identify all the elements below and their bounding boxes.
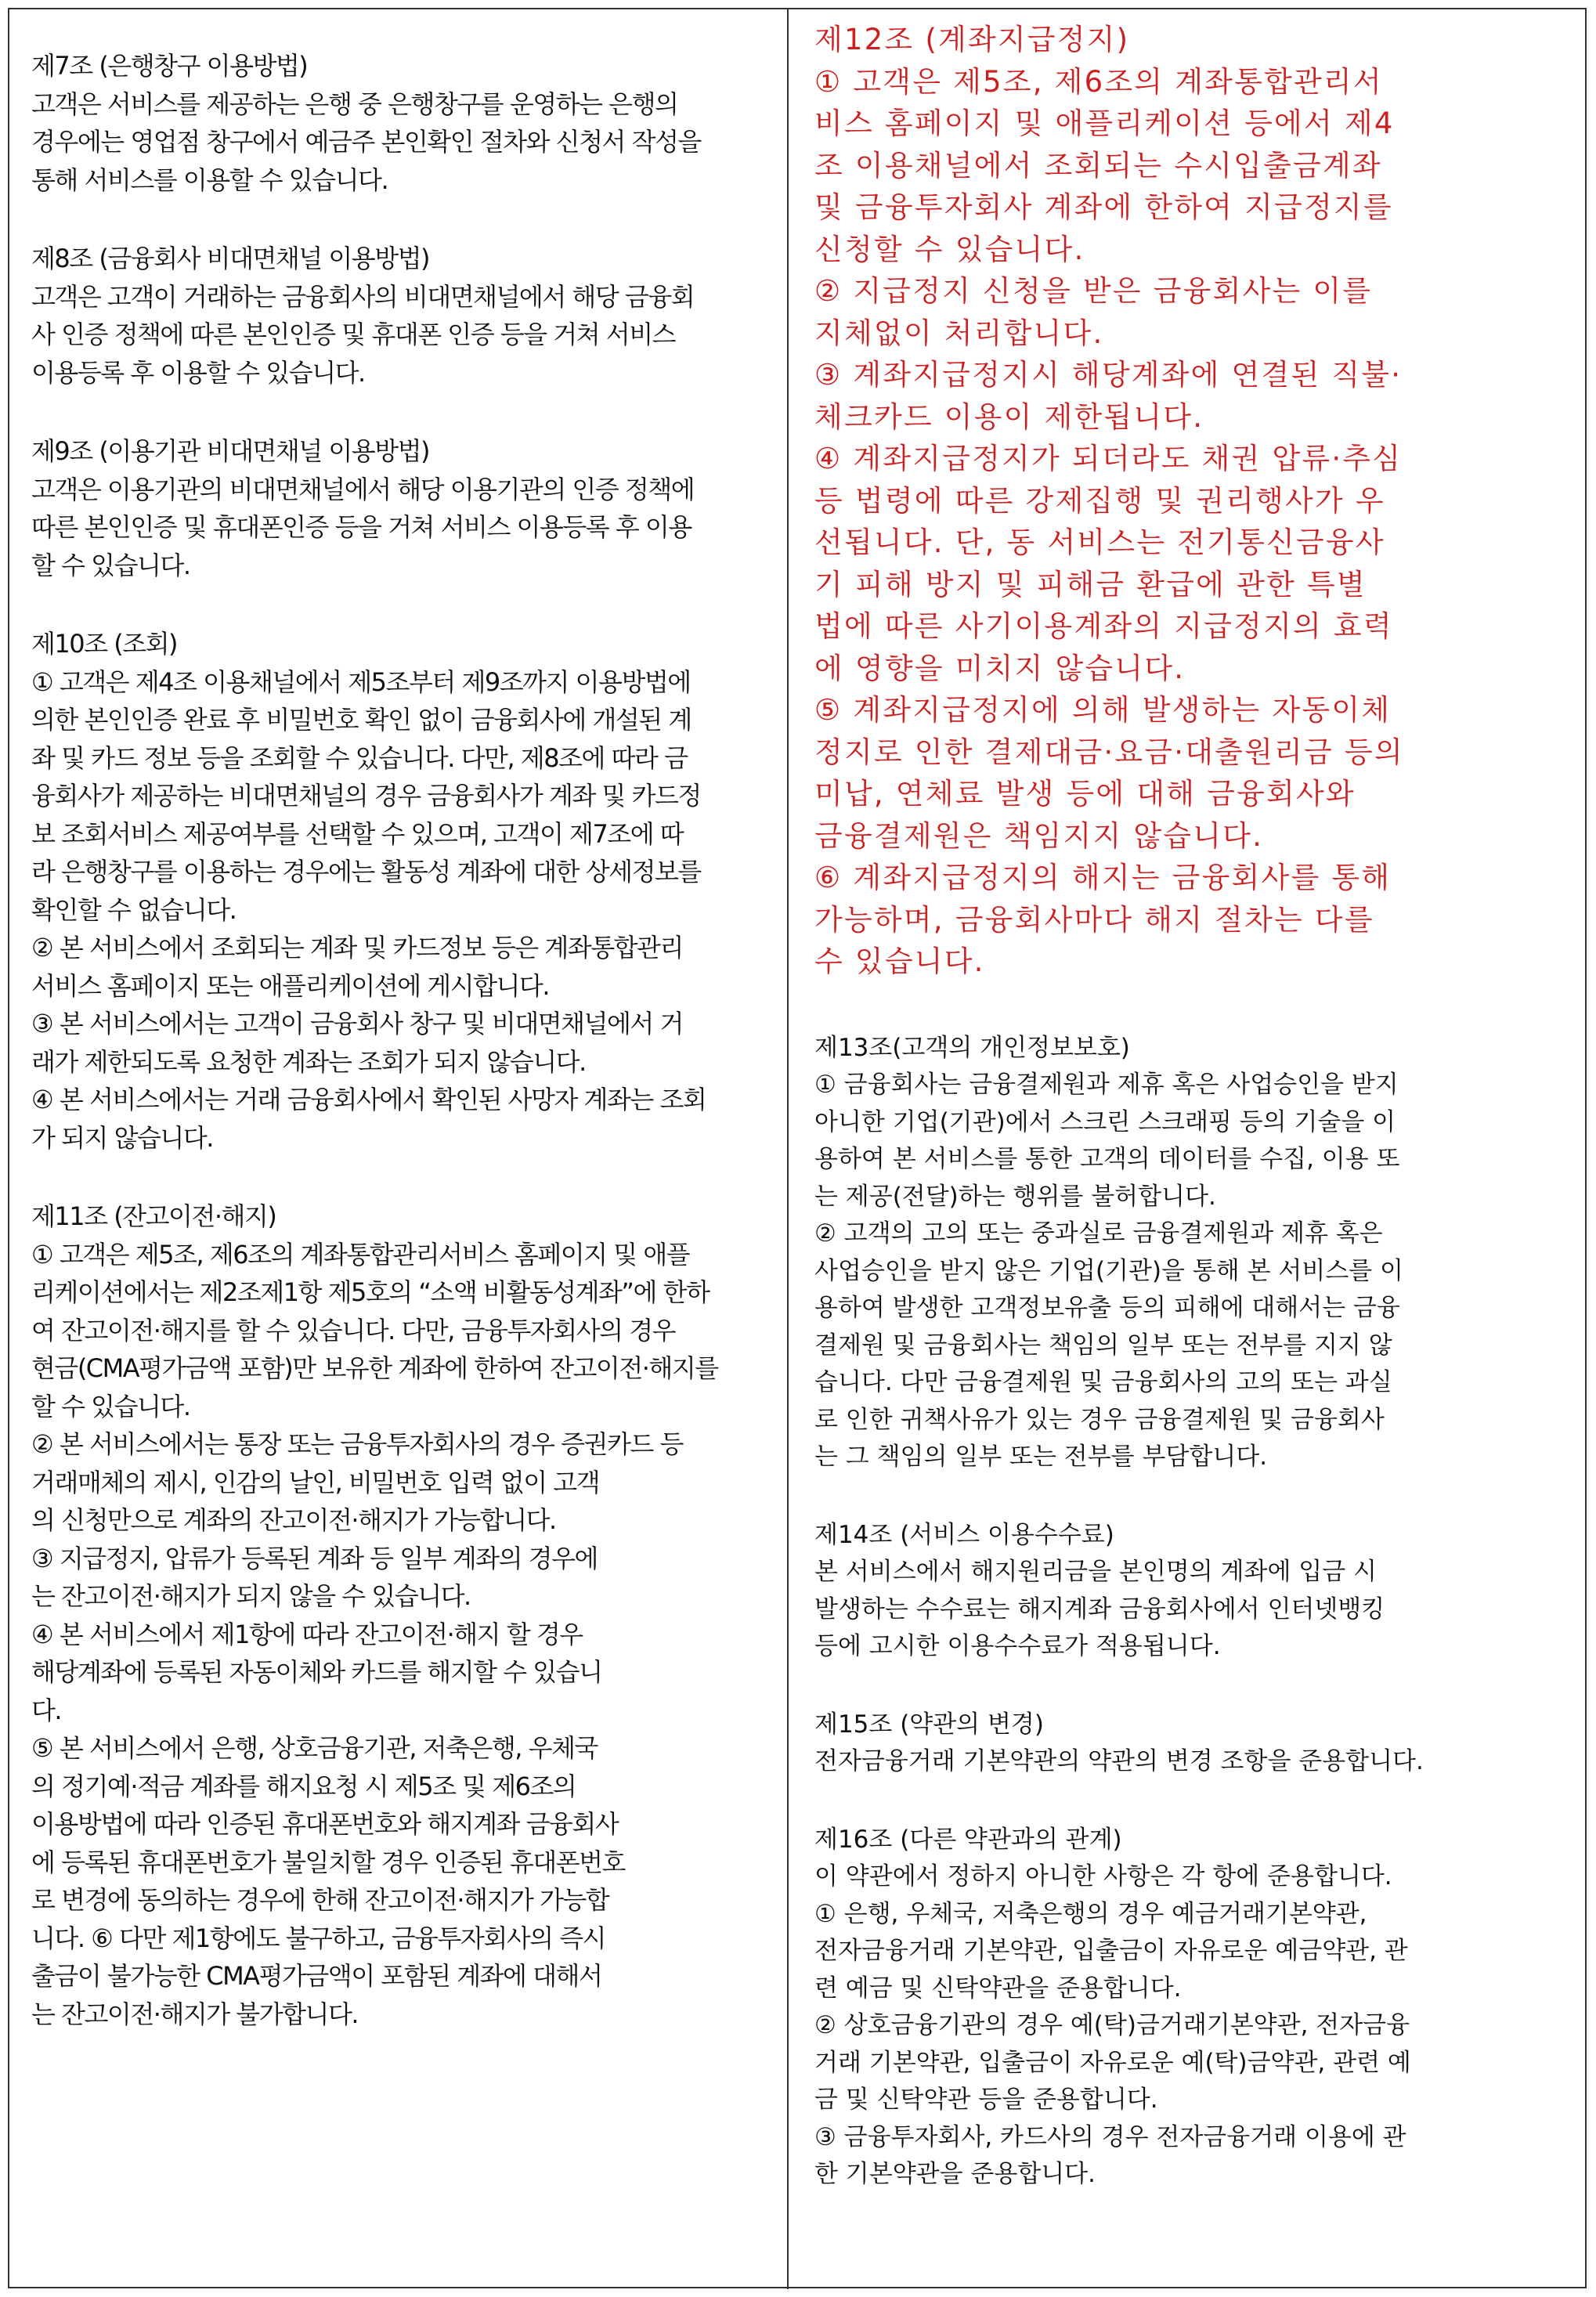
clause-line: 사업승인을 받지 않은 기업(기관)을 통해 본 서비스를 이: [814, 1256, 1403, 1285]
clause-line: ② 본 서비스에서는 통장 또는 금융투자회사의 경우 증권카드 등: [31, 1429, 683, 1459]
clause-line: 금 및 신탁약관 등을 준용합니다.: [814, 2086, 1158, 2114]
clause-line: ② 고객의 고의 또는 중과실로 금융결제원과 제휴 혹은: [814, 1219, 1383, 1248]
clause-line: 니다. ⑥ 다만 제1항에도 불구하고, 금융투자회사의 즉시: [31, 1923, 606, 1953]
clause-line: 사 인증 정책에 따른 본인인증 및 휴대폰 인증 등을 거쳐 서비스: [31, 320, 676, 349]
section-title: 제11조 (잔고이전·해지): [31, 1201, 276, 1231]
terms-section: [31, 1197, 775, 2033]
section-account-payment-stop: [814, 19, 1562, 983]
clause-line: 해당계좌에 등록된 자동이체와 카드를 해지할 수 있습니: [31, 1657, 602, 1687]
clause-line: ③ 본 서비스에서는 고객이 금융회사 창구 및 비대면채널에서 거: [31, 1009, 683, 1038]
clause-line: 한 기본약관을 준용합니다.: [814, 2160, 1096, 2188]
clause-line: ④ 본 서비스에서 제1항에 따라 잔고이전·해지 할 경우: [31, 1619, 583, 1649]
clause-line: 이용방법에 따라 인증된 휴대폰번호와 해지계좌 금융회사: [31, 1809, 619, 1839]
clause-line: ① 고객은 제5조, 제6조의 계좌통합관리서: [814, 64, 1383, 99]
clause-line: 에 등록된 휴대폰번호가 불일치할 경우 인증된 휴대폰번호: [31, 1847, 625, 1877]
clause-line: 선됩니다. 단, 동 서비스는 전기통신금융사: [814, 525, 1385, 559]
clause-line: 보 조회서비스 제공여부를 선택할 수 있으며, 고객이 제7조에 따: [31, 818, 684, 849]
clause-line: 거래 기본약관, 입출금이 자유로운 예(탁)금약관, 관련 예: [814, 2048, 1411, 2077]
clause-line: ⑤ 계좌지급정지에 의해 발생하는 자동이체: [814, 693, 1392, 727]
clause-line: 이 약관에서 정하지 아니한 사항은 각 항에 준용합니다.: [814, 1862, 1392, 1891]
clause-line: 등 법령에 따른 강제집행 및 권리행사가 우: [814, 483, 1385, 518]
clause-line: 라 은행창구를 이용하는 경우에는 활동성 계좌에 대한 상세정보를: [31, 857, 701, 887]
clause-line: 비스 홈페이지 및 애플리케이션 등에서 제4: [814, 107, 1395, 140]
clause-line: 의 정기예·적금 계좌를 해지요청 시 제5조 및 제6조의: [31, 1771, 576, 1801]
terms-section: [31, 432, 775, 584]
clause-line: ② 상호금융기관의 경우 예(탁)금거래기본약관, 전자금융: [814, 2011, 1410, 2039]
clause-line: 및 금융투자회사 계좌에 한하여 지급정지를: [814, 190, 1393, 224]
section-title: 제15조 (약관의 변경): [814, 1710, 1044, 1739]
clause-line: 조 이용채널에서 조회되는 수시입출금계좌: [814, 148, 1382, 182]
right-column: [814, 9, 1562, 2234]
clause-line: 거래매체의 제시, 인감의 날인, 비밀번호 입력 없이 고객: [31, 1467, 600, 1497]
clause-line: 경우에는 영업점 창구에서 예금주 본인확인 절차와 신청서 작성을: [31, 127, 701, 157]
clause-line: 서비스 홈페이지 또는 애플리케이션에 게시합니다.: [31, 970, 550, 1001]
clause-line: 고객은 이용기관의 비대면채널에서 해당 이용기관의 인증 정책에: [31, 474, 695, 504]
clause-line: ④ 계좌지급정지가 되더라도 채권 압류·추심: [814, 442, 1403, 475]
clause-line: ④ 본 서비스에서는 거래 금융회사에서 확인된 사망자 계좌는 조회: [31, 1085, 706, 1114]
clause-line: 미납, 연체료 발생 등에 대해 금융회사와: [814, 777, 1356, 811]
section-title: 제10조 (조회): [31, 629, 178, 659]
clause-line: 따른 본인인증 및 휴대폰인증 등을 거쳐 서비스 이용등록 후 이용: [31, 512, 691, 542]
clause-line: 체크카드 이용이 제한됩니다.: [814, 399, 1204, 434]
clause-line: 는 잔고이전·해지가 불가합니다.: [31, 1999, 359, 2029]
clause-line: 가능하며, 금융회사마다 해지 절차는 다를: [814, 902, 1374, 937]
section-title: 제7조 (은행창구 이용방법): [31, 51, 308, 81]
clause-line: ② 본 서비스에서 조회되는 계좌 및 카드정보 등은 계좌통합관리: [31, 933, 683, 963]
clause-line: 금융결제원은 책임지지 않습니다.: [814, 818, 1264, 853]
clause-line: 지체없이 처리합니다.: [814, 316, 1104, 350]
clause-line: 할 수 있습니다.: [31, 1391, 190, 1421]
clause-line: 발생하는 수수료는 해지계좌 금융회사에서 인터넷뱅킹: [814, 1595, 1385, 1623]
clause-line: 출금이 불가능한 CMA평가금액이 포함된 계좌에 대해서: [31, 1961, 602, 1991]
terms-section: [814, 1706, 1562, 1781]
terms-section: [31, 47, 775, 199]
clause-line: 용하여 발생한 고객정보유출 등의 피해에 대해서는 금융: [814, 1294, 1400, 1322]
clause-line: 고객은 서비스를 제공하는 은행 중 은행창구를 운영하는 은행의: [31, 88, 678, 119]
left-column: [31, 9, 775, 2074]
clause-line: 정지로 인한 결제대금·요금·대출원리금 등의: [814, 735, 1404, 769]
clause-line: 다.: [31, 1695, 62, 1725]
clause-line: 전자금융거래 기본약관, 입출금이 자유로운 예금약관, 관: [814, 1937, 1408, 1965]
column-divider: [787, 8, 789, 2289]
clause-line: 는 그 책임의 일부 또는 전부를 부담합니다.: [814, 1443, 1268, 1471]
clause-line: 융회사가 제공하는 비대면채널의 경우 금융회사가 계좌 및 카드정: [31, 781, 701, 811]
terms-section: [814, 1822, 1562, 2194]
clause-line: 련 예금 및 신탁약관을 준용합니다.: [814, 1974, 1182, 2003]
section-title: 제8조 (금융회사 비대면채널 이용방법): [31, 244, 430, 273]
clause-line: 좌 및 카드 정보 등을 조회할 수 있습니다. 다만, 제8조에 따라 금: [31, 742, 688, 773]
clause-line: 가 되지 않습니다.: [31, 1122, 213, 1153]
clause-line: ① 금융회사는 금융결제원과 제휴 혹은 사업승인을 받지: [814, 1071, 1399, 1099]
clause-line: 본 서비스에서 해지원리금을 본인명의 계좌에 입금 시: [814, 1558, 1377, 1586]
section-title: 제16조 (다른 약관과의 관계): [814, 1825, 1122, 1854]
clause-line: 리케이션에서는 제2조제1항 제5호의 “소액 비활동성계좌”에 한하: [31, 1277, 710, 1307]
terms-section: [31, 240, 775, 392]
section-title: 제13조(고객의 개인정보보호): [814, 1033, 1130, 1062]
clause-line: 로 인한 귀책사유가 있는 경우 금융결제원 및 금융회사: [814, 1405, 1385, 1434]
section-title: 제12조 (계좌지급정지): [814, 23, 1130, 56]
clause-line: 전자금융거래 기본약관의 약관의 변경 조항을 준용합니다.: [814, 1747, 1424, 1775]
terms-section: [31, 625, 775, 1157]
clause-line: 에 영향을 미치지 않습니다.: [814, 651, 1186, 685]
clause-line: 용하여 본 서비스를 통한 고객의 데이터를 수집, 이용 또: [814, 1145, 1400, 1173]
clause-line: 이용등록 후 이용할 수 있습니다.: [31, 357, 365, 388]
clause-line: 여 잔고이전·해지를 할 수 있습니다. 다만, 금융투자회사의 경우: [31, 1315, 676, 1345]
clause-line: 기 피해 방지 및 피해금 환급에 관한 특별: [814, 567, 1367, 601]
clause-line: 할 수 있습니다.: [31, 550, 190, 580]
clause-line: 확인할 수 없습니다.: [31, 894, 237, 925]
clause-line: ① 고객은 제5조, 제6조의 계좌통합관리서비스 홈페이지 및 애플: [31, 1239, 690, 1269]
clause-line: ③ 지급정지, 압류가 등록된 계좌 등 일부 계좌의 경우에: [31, 1543, 598, 1573]
clause-line: 는 제공(전달)하는 행위를 불허합니다.: [814, 1182, 1216, 1211]
clause-line: 아니한 기업(기관)에서 스크린 스크래핑 등의 기술을 이: [814, 1107, 1396, 1136]
clause-line: 등에 고시한 이용수수료가 적용됩니다.: [814, 1632, 1221, 1660]
clause-line: 수 있습니다.: [814, 944, 985, 978]
clause-line: ① 은행, 우체국, 저축은행의 경우 예금거래기본약관,: [814, 1899, 1367, 1928]
clause-line: ② 지급정지 신청을 받은 금융회사는 이를: [814, 274, 1373, 308]
clause-line: 래가 제한되도록 요청한 계좌는 조회가 되지 않습니다.: [31, 1046, 586, 1077]
clause-line: ③ 금융투자회사, 카드사의 경우 전자금융거래 이용에 관: [814, 2122, 1406, 2151]
clause-line: 습니다. 다만 금융결제원 및 금융회사의 고의 또는 과실: [814, 1368, 1392, 1396]
clause-line: 법에 따른 사기이용계좌의 지급정지의 효력: [814, 609, 1393, 643]
clause-line: 로 변경에 동의하는 경우에 한해 잔고이전·해지가 가능합: [31, 1885, 609, 1915]
clause-line: 의한 본인인증 완료 후 비밀번호 확인 없이 금융회사에 개설된 계: [31, 705, 691, 735]
clause-line: 결제원 및 금융회사는 책임의 일부 또는 전부를 지지 않: [814, 1331, 1392, 1360]
terms-section: [814, 1517, 1562, 1666]
clause-line: ⑥ 계좌지급정지의 해지는 금융회사를 통해: [814, 861, 1392, 894]
section-title: 제14조 (서비스 이용수수료): [814, 1520, 1114, 1549]
clause-line: ③ 계좌지급정지시 해당계좌에 연결된 직불·: [814, 358, 1403, 392]
clause-line: 의 신청만으로 계좌의 잔고이전·해지가 가능합니다.: [31, 1505, 556, 1535]
clause-line: ⑤ 본 서비스에서 은행, 상호금융기관, 저축은행, 우체국: [31, 1733, 598, 1763]
terms-section: [814, 1030, 1562, 1476]
clause-line: 신청할 수 있습니다.: [814, 232, 1085, 266]
clause-line: 현금(CMA평가금액 포함)만 보유한 계좌에 한하여 잔고이전·해지를: [31, 1353, 718, 1383]
right-column-sections: [814, 1030, 1562, 2194]
clause-line: 는 잔고이전·해지가 되지 않을 수 있습니다.: [31, 1581, 471, 1611]
clause-line: 통해 서비스를 이용할 수 있습니다.: [31, 164, 388, 195]
section-title: 제9조 (이용기관 비대면채널 이용방법): [31, 436, 430, 466]
clause-line: 고객은 고객이 거래하는 금융회사의 비대면채널에서 해당 금융회: [31, 281, 695, 312]
clause-line: ① 고객은 제4조 이용채널에서 제5조부터 제9조까지 이용방법에: [31, 666, 691, 697]
